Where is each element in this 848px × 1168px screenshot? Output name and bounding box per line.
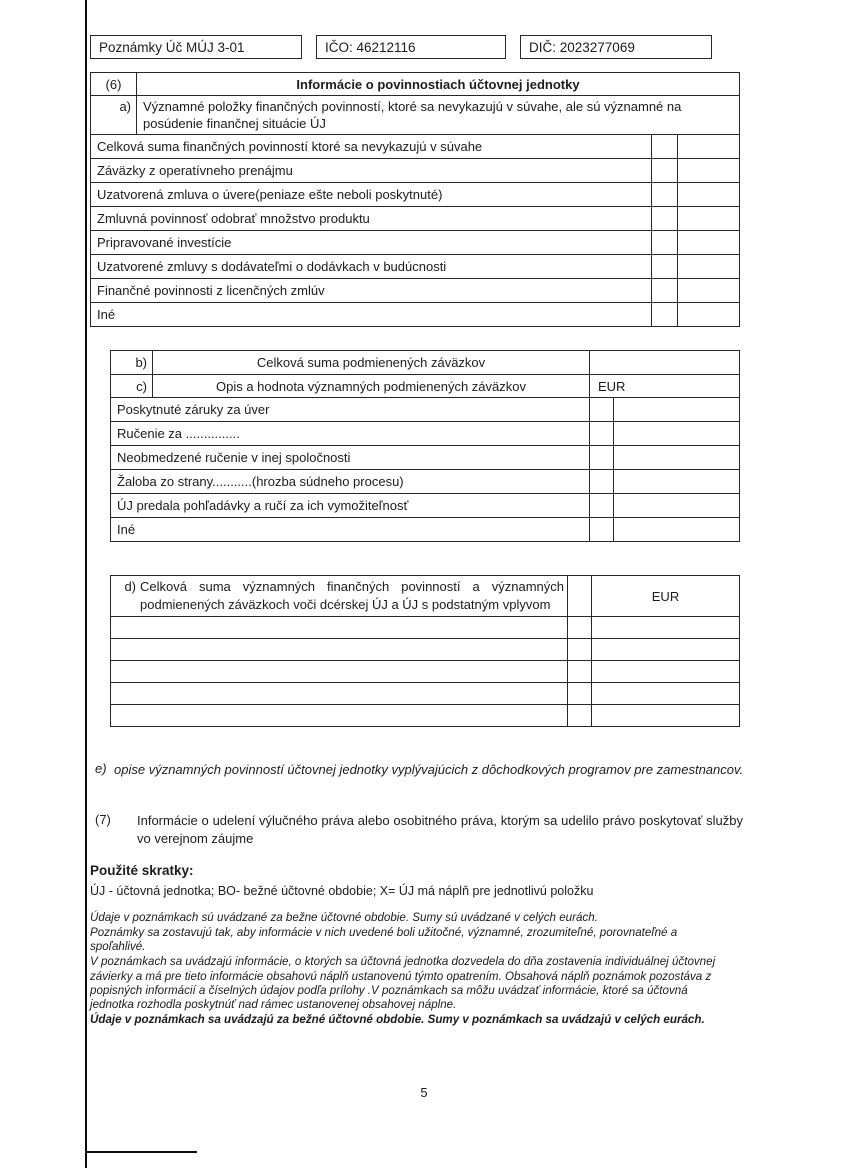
- row-text: Iné: [117, 522, 136, 537]
- section-number: (6): [91, 73, 137, 95]
- row-text: Celková suma finančných povinností ktoré sa nevykazujú v súvahe: [97, 139, 483, 155]
- row-text: Opis a hodnota významných podmienených záväzkov: [215, 378, 526, 394]
- table-row: [91, 158, 739, 182]
- row-text: [111, 617, 567, 638]
- mark-cell: [651, 183, 677, 206]
- row-text: Celková suma podmienených záväzkov: [256, 355, 486, 370]
- table-row: [111, 445, 739, 469]
- mark-cell: [651, 135, 677, 158]
- table-row: [111, 576, 739, 616]
- mark-cell: [567, 705, 591, 726]
- dic-value: DIČ: 2023277069: [529, 39, 635, 55]
- value-cell: [677, 231, 739, 254]
- abbreviations-title: Použité skratky:: [90, 863, 194, 878]
- mark-cell: [589, 422, 613, 445]
- footnote: Poznámky sa zostavujú tak, aby informácie v nich uvedené boli užitočné, významné, zrozumiteľné, porovnateľné a spoľahlivé.: [90, 926, 678, 954]
- table-row: [91, 206, 739, 230]
- value-cell: [613, 518, 739, 541]
- table-row: [111, 469, 739, 493]
- row-text: [111, 639, 567, 660]
- mark-cell: [651, 159, 677, 182]
- note-text: Informácie o udelení výlučného práva alebo osobitného práva, ktorým sa udelilo právo poskytovať služby vo verejnom záujme: [137, 813, 743, 847]
- table-row: [91, 134, 739, 158]
- mark-cell: [567, 683, 591, 704]
- abbreviations-text: ÚJ - účtovná jednotka; BO- bežné účtovné obdobie; X= ÚJ má náplň pre jednotlivú položku: [90, 884, 594, 898]
- table-row: [91, 95, 739, 134]
- mark-cell: [589, 470, 613, 493]
- row-text: Zmluvná povinnosť odobrať množstvo produktu: [97, 211, 370, 227]
- row-label: b): [111, 351, 153, 374]
- mark-cell: [567, 639, 591, 660]
- row-text: ÚJ predala pohľadávky a ručí za ich vymožiteľnosť: [117, 498, 409, 513]
- value-cell: [677, 279, 739, 302]
- scan-edge-line-vertical: [85, 0, 87, 1168]
- unit-cell: EUR: [591, 576, 739, 616]
- mark-cell: [651, 255, 677, 278]
- row-text: Finančné povinnosti z licenčných zmlúv: [97, 283, 325, 299]
- mark-cell: [567, 576, 591, 616]
- value-cell: [613, 446, 739, 469]
- row-text: Pripravované investície: [97, 235, 232, 251]
- row-text: Záväzky z operatívneho prenájmu: [97, 163, 293, 179]
- mark-cell: [567, 661, 591, 682]
- row-label: a): [91, 96, 137, 134]
- table-row: [111, 374, 739, 397]
- row-text: [111, 683, 567, 704]
- table-row: [111, 704, 739, 726]
- mark-cell: [589, 494, 613, 517]
- section-title: Informácie o povinnostiach účtovnej jednotky: [296, 76, 580, 92]
- value-cell: [677, 135, 739, 158]
- table-row: [91, 230, 739, 254]
- table-header-row: [91, 73, 739, 95]
- mark-cell: [589, 398, 613, 421]
- row-label: d): [124, 579, 136, 594]
- mark-cell: [567, 617, 591, 638]
- note-e: [95, 761, 757, 779]
- note-label: (7): [95, 812, 111, 827]
- note-label: e): [95, 761, 107, 776]
- value-cell: [591, 661, 739, 682]
- scan-edge-line-horizontal: [85, 1151, 197, 1153]
- mark-cell: [651, 303, 677, 326]
- table-row: [111, 517, 739, 541]
- table-row: [91, 182, 739, 206]
- value-cell: [613, 422, 739, 445]
- table-row: [111, 493, 739, 517]
- contingent-liabilities-table: [110, 350, 740, 542]
- value-cell: [677, 255, 739, 278]
- subsidiaries-table: [110, 575, 740, 727]
- table-row: [111, 351, 739, 374]
- footnote: Údaje v poznámkach sú uvádzané za bežne účtovné obdobie. Sumy sú uvádzané v celých eurách.: [90, 911, 598, 924]
- row-label: c): [111, 375, 153, 397]
- table-row: [111, 421, 739, 445]
- row-text: Ručenie za ...............: [117, 426, 240, 441]
- value-cell: [677, 159, 739, 182]
- row-text: Iné: [97, 307, 116, 323]
- form-title-box: [90, 35, 302, 59]
- row-text: [111, 705, 567, 726]
- footnotes-block: [90, 911, 732, 1028]
- row-text: Uzatvorené zmluvy s dodávateľmi o dodávkach v budúcnosti: [97, 259, 447, 275]
- value-cell: [613, 470, 739, 493]
- row-text: Žaloba zo strany...........(hrozba súdneho procesu): [117, 474, 404, 489]
- table-row: [111, 682, 739, 704]
- footnote: V poznámkach sa uvádzajú informácie, o ktorých sa účtovná jednotka dozvedela do dňa zostavenia individuálnej účtovnej závierky a má pre tieto informácie obsahovú náplň ustanovenú týmto opatrením. Obsahová náplň poznámok pozostáva z popisných informácií a číselných údajov podľa prílohy .V poznámkach sa môžu uvádzať informácie, ktoré sa účtovná jednotka rozhodla poskytnúť nad rámec ustanovenej obsahovej náplne.: [90, 955, 716, 1011]
- table-row: [111, 660, 739, 682]
- mark-cell: [651, 207, 677, 230]
- value-cell: [677, 207, 739, 230]
- table-row: [111, 638, 739, 660]
- value-cell: [589, 351, 739, 374]
- value-cell: [677, 303, 739, 326]
- value-cell: [591, 639, 739, 660]
- value-cell: [613, 494, 739, 517]
- note-7: [95, 812, 743, 848]
- obligations-table: [90, 72, 740, 327]
- unit-cell: EUR: [589, 375, 739, 397]
- row-text: Celková suma významných finančných povinností a významných podmienených záväzkoch voči dcérskej ÚJ a ÚJ s podstatným vplyvom: [140, 579, 564, 612]
- table-row: [91, 278, 739, 302]
- mark-cell: [589, 518, 613, 541]
- value-cell: [591, 617, 739, 638]
- page-number: 5: [420, 1085, 428, 1100]
- mark-cell: [651, 279, 677, 302]
- table-row: [91, 254, 739, 278]
- value-cell: [613, 398, 739, 421]
- mark-cell: [589, 446, 613, 469]
- dic-box: [520, 35, 712, 59]
- row-text: [111, 661, 567, 682]
- ico-box: [316, 35, 506, 59]
- mark-cell: [651, 231, 677, 254]
- ico-value: IČO: 46212116: [325, 39, 416, 55]
- table-row: [91, 302, 739, 326]
- row-text: Uzatvorená zmluva o úvere(peniaze ešte neboli poskytnuté): [97, 187, 443, 203]
- note-text: opise významných povinností účtovnej jednotky vyplývajúcich z dôchodkových programov pre zamestnancov.: [114, 762, 744, 777]
- row-text: Významné položky finančných povinností, ktoré sa nevykazujú v súvahe, ale sú významné na posúdenie finančnej situácie ÚJ: [143, 99, 682, 132]
- form-title: Poznámky Úč MÚJ 3-01: [99, 39, 245, 55]
- value-cell: [591, 705, 739, 726]
- value-cell: [677, 183, 739, 206]
- row-text: Neobmedzené ručenie v inej spoločnosti: [117, 450, 351, 465]
- table-row: [111, 397, 739, 421]
- table-row: [111, 616, 739, 638]
- footnote-bold: Údaje v poznámkach sa uvádzajú za bežné účtovné obdobie. Sumy v poznámkach sa uvádzajú v celých eurách.: [90, 1012, 705, 1026]
- row-text: Poskytnuté záruky za úver: [117, 402, 270, 417]
- value-cell: [591, 683, 739, 704]
